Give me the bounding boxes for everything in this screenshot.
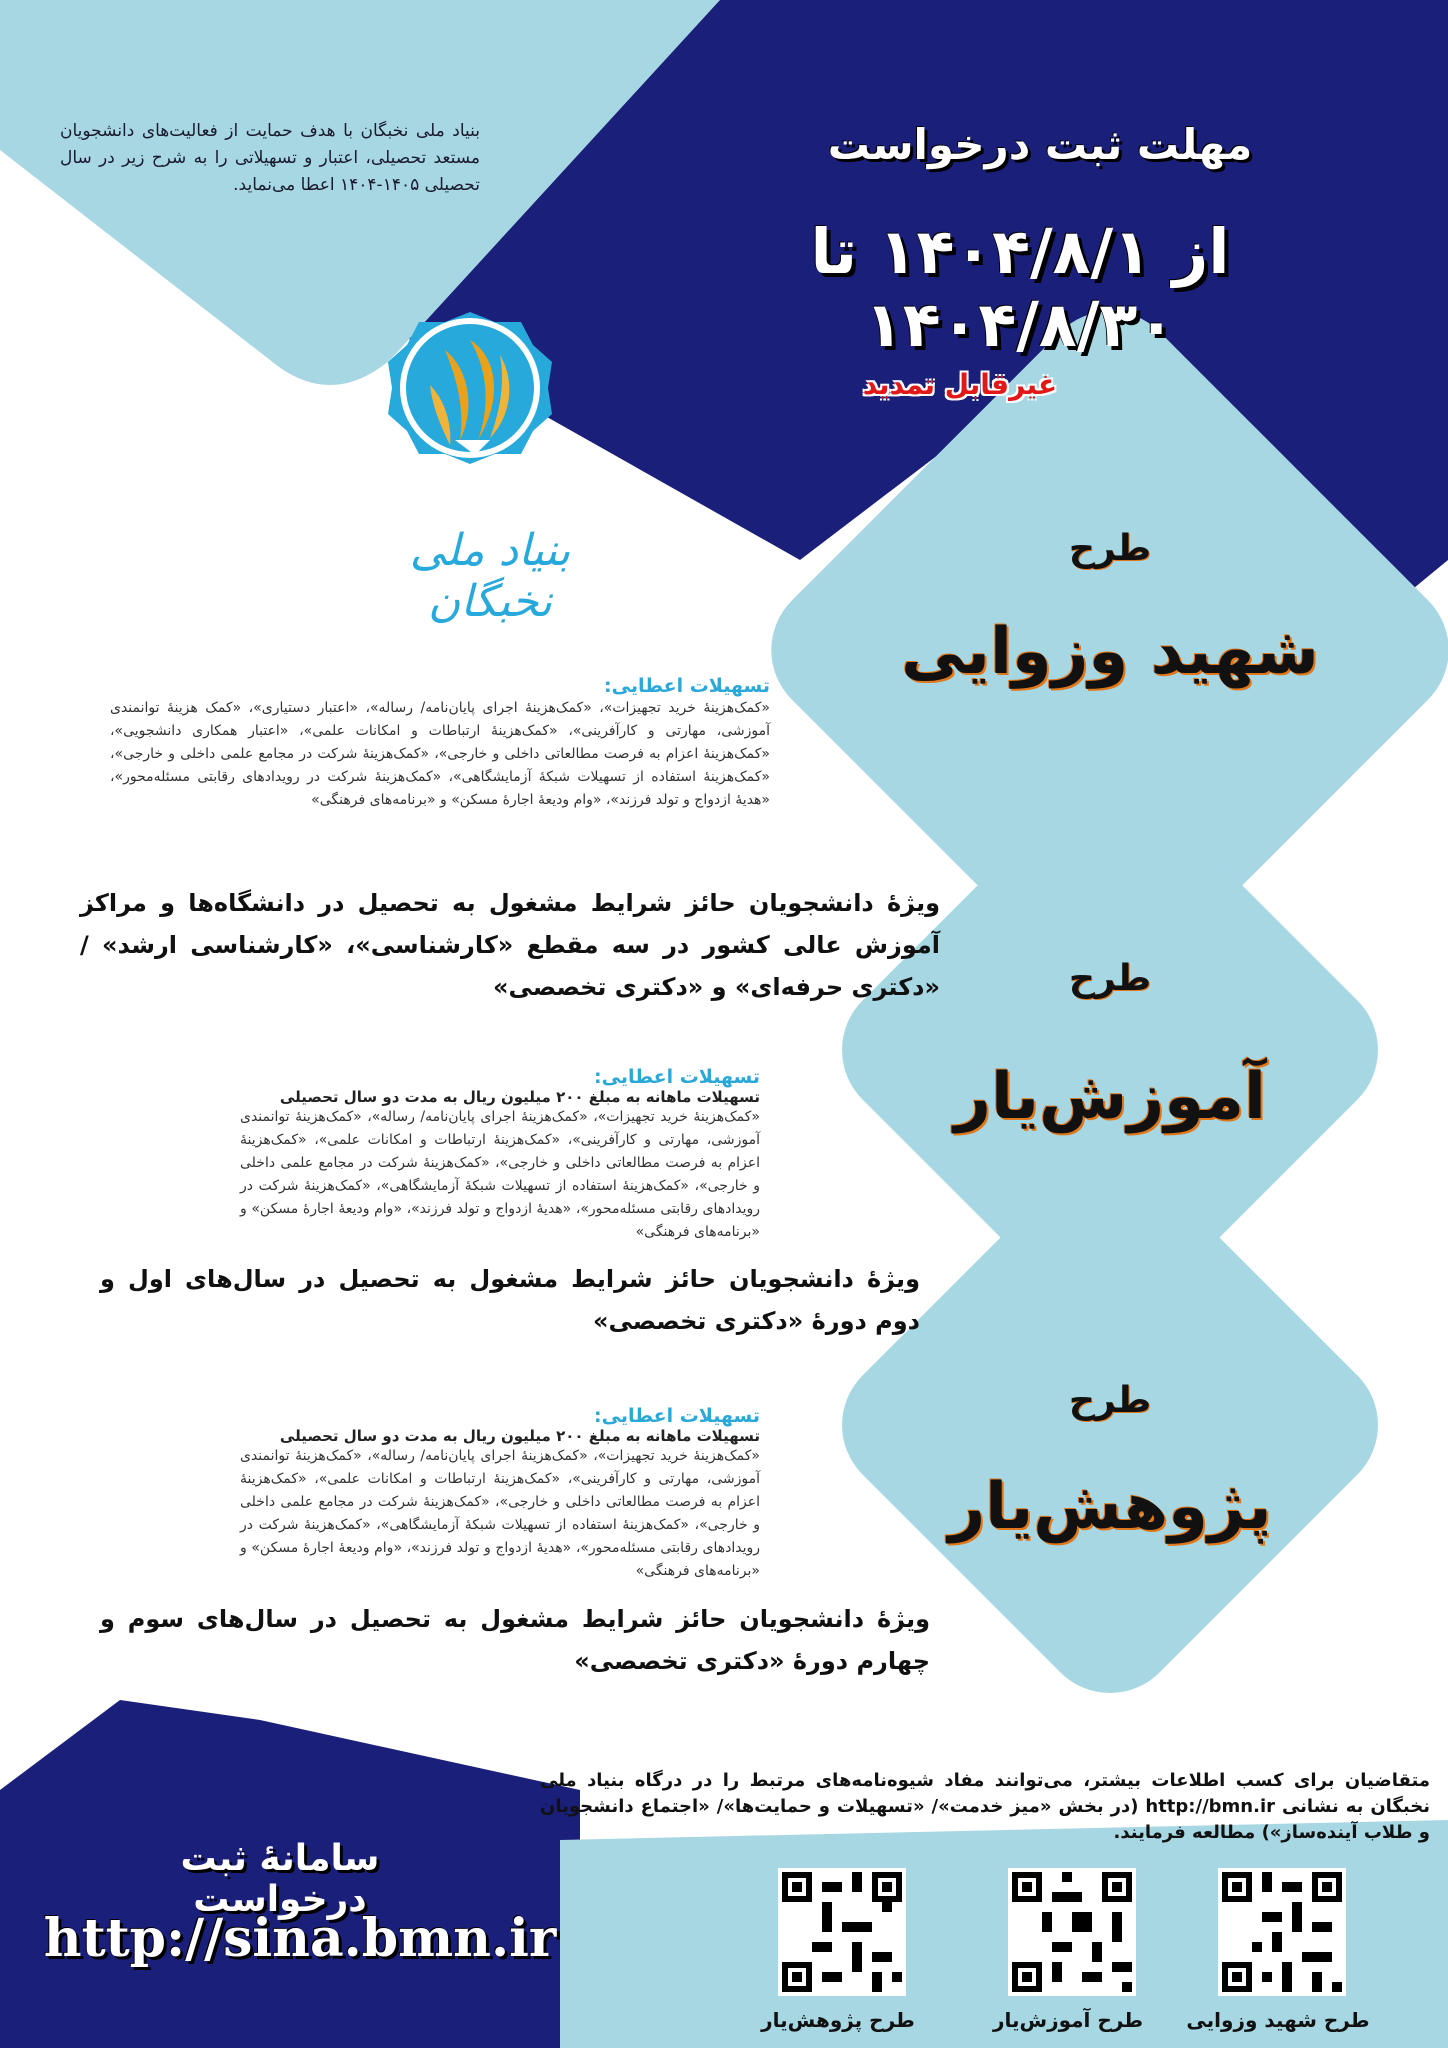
qr-code-icon[interactable] xyxy=(778,1868,906,1996)
qr-label-amoozeshyar: طرح آموزش‌یار xyxy=(992,2008,1144,2032)
qr-label-pajooheshyar: طرح پژوهش‌یار xyxy=(761,2008,915,2032)
plan2-facilities-heading: تسهیلات اعطایی: xyxy=(594,1066,760,1088)
deadline-range: از ۱۴۰۴/۸/۱ تا ۱۴۰۴/۸/۳۰ xyxy=(810,215,1230,361)
plan1-name: شهید وزوایی xyxy=(901,615,1319,689)
plan2-name: آموزش‌یار xyxy=(954,1060,1266,1134)
bmn-emblem-icon xyxy=(388,312,552,464)
qr-code-icon[interactable] xyxy=(1218,1868,1346,1996)
plan3-name: پژوهش‌یار xyxy=(948,1470,1272,1544)
system-url-link[interactable]: http://sina.bmn.ir xyxy=(43,1908,557,1969)
qr-code-icon xyxy=(1012,1872,1132,1992)
intro-text: بنیاد ملی نخبگان با هدف حمایت از فعالیت‌های دانشجویان مستعد تحصیلی، اعتبار و تسهیلاتی را به شرح زیر در سال تحصیلی ۱۴۰۵-۱۴۰۴ اعطا می‌نماید. xyxy=(60,121,480,195)
plan3-target: ویژهٔ دانشجویان حائز شرایط مشغول به تحصیل در سال‌های سوم و چهارم دورهٔ «دکتری تخصصی» xyxy=(100,1605,930,1675)
system-title: سامانهٔ ثبت درخواست xyxy=(180,1838,380,1920)
plan1-label: طرح xyxy=(1068,528,1152,569)
deadline-note: غیرقابل تمدید xyxy=(862,368,1058,401)
plan3-facilities-heading: تسهیلات اعطایی: xyxy=(594,1405,760,1427)
qr-label-vazvaei: طرح شهید وزوایی xyxy=(1186,2008,1370,2032)
plan1-facilities-heading: تسهیلات اعطایی: xyxy=(604,675,770,697)
plan2-target: ویژهٔ دانشجویان حائز شرایط مشغول به تحصیل در سال‌های اول و دوم دورهٔ «دکتری تخصصی» xyxy=(100,1265,920,1335)
plan3-label: طرح xyxy=(1068,1380,1152,1421)
plan2-label: طرح xyxy=(1068,958,1152,999)
logo-wordmark: بنیاد ملی نخبگان xyxy=(409,525,571,627)
plan3-facilities-body: «کمک‌هزینهٔ خرید تجهیزات»، «کمک‌هزینهٔ اجرای پایان‌نامه/ رساله»، «کمک‌هزینهٔ توانمندی آموزشی، مهارتی و کارآفرینی»، «کمک‌هزینهٔ ارتباطات و امکانات علمی»، «کمک‌هزینهٔ اعزام به فرصت مطالعاتی داخلی و خارجی»، «کمک‌هزینهٔ شرکت در مجامع علمی داخلی و خارجی»، «کمک‌هزینهٔ استفاده از تسهیلات شبکهٔ آزمایشگاهی»، «کمک‌هزینهٔ شرکت در رویدادهای رقابتی مسئله‌محور»، «هدیهٔ ازدواج و تولد فرزند»، «وام ودیعهٔ اجارهٔ مسکن» و «برنامه‌های فرهنگی» xyxy=(240,1448,760,1579)
plan2-facilities-body: «کمک‌هزینهٔ خرید تجهیزات»، «کمک‌هزینهٔ اجرای پایان‌نامه/ رساله»، «کمک‌هزینهٔ توانمندی آموزشی، مهارتی و کارآفرینی»، «کمک‌هزینهٔ ارتباطات و امکانات علمی»، «کمک‌هزینهٔ اعزام به فرصت مطالعاتی داخلی و خارجی»، «کمک‌هزینهٔ شرکت در مجامع علمی داخلی و خارجی»، «کمک‌هزینهٔ استفاده از تسهیلات شبکهٔ آزمایشگاهی»، «کمک‌هزینهٔ شرکت در رویدادهای رقابتی مسئله‌محور»، «هدیهٔ ازدواج و تولد فرزند»، «وام ودیعهٔ اجارهٔ مسکن» و «برنامه‌های فرهنگی» xyxy=(240,1109,760,1240)
plan1-target: ویژهٔ دانشجویان حائز شرایط مشغول به تحصیل در دانشگاه‌ها و مراکز آموزش عالی کشور در سه مقطع «کارشناسی»، «کارشناسی ارشد» / «دکتری حرفه‌ای» و «دکتری تخصصی» xyxy=(80,889,940,1001)
deadline-title: مهلت ثبت درخواست xyxy=(827,120,1253,169)
plan2-facilities-line: تسهیلات ماهانه به مبلغ ۲۰۰ میلیون ریال به مدت دو سال تحصیلی xyxy=(279,1088,760,1106)
plan3-facilities xyxy=(240,1405,760,1583)
qr-code-icon xyxy=(782,1872,902,1992)
plan2-facilities xyxy=(240,1066,760,1244)
qr-code-icon xyxy=(1222,1872,1342,1992)
plan1-facilities xyxy=(110,675,770,812)
qr-code-icon[interactable] xyxy=(1008,1868,1136,1996)
footer-note: متقاضیان برای کسب اطلاعات بیشتر، می‌توانند مفاد شیوه‌نامه‌های مرتبط را در درگاه بنیاد ملی نخبگان به نشانی http://bmn.ir (در بخش «میز خدمت»/ «تسهیلات و حمایت‌ها»/ «اجتماع دانشجویان و طلاب آینده‌ساز») مطالعه فرمایند. xyxy=(540,1770,1430,1843)
plan3-facilities-line: تسهیلات ماهانه به مبلغ ۲۰۰ میلیون ریال به مدت دو سال تحصیلی xyxy=(279,1427,760,1445)
plan1-facilities-body: «کمک‌هزینهٔ خرید تجهیزات»، «کمک‌هزینهٔ اجرای پایان‌نامه/ رساله»، «اعتبار دستیاری»، «کمک هزینهٔ توانمندی آموزشی، مهارتی و کارآفرینی»، «کمک‌هزینهٔ ارتباطات و امکانات علمی»، «اعتبار همکاری دانشجویی»، «کمک‌هزینهٔ اعزام به فرصت مطالعاتی داخلی و خارجی»، «کمک‌هزینهٔ شرکت در مجامع علمی داخلی و خارجی»، «کمک‌هزینهٔ استفاده از تسهیلات شبکهٔ آزمایشگاهی»، «کمک‌هزینهٔ شرکت در رویدادهای رقابتی مسئله‌محور»، «هدیهٔ ازدواج و تولد فرزند»، «وام ودیعهٔ اجارهٔ مسکن» و «برنامه‌های فرهنگی» xyxy=(110,700,770,808)
